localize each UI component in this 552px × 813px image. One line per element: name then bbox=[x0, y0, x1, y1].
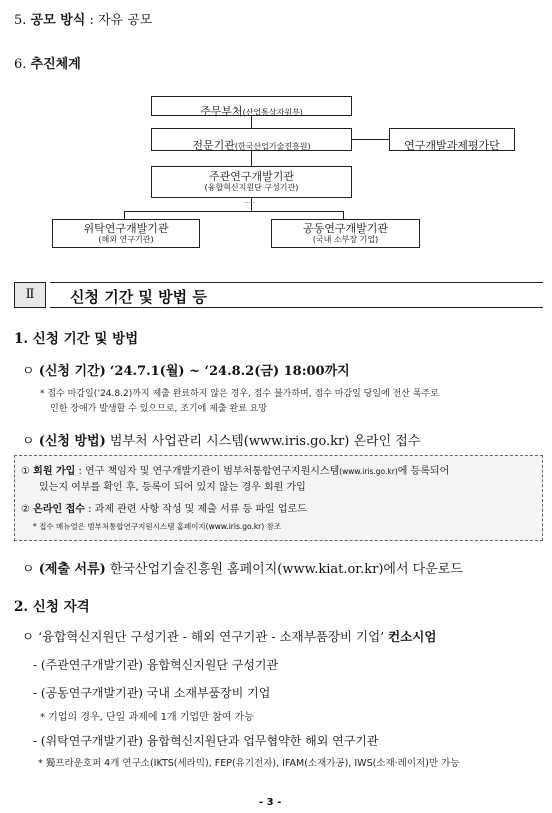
org-box-eval bbox=[389, 128, 515, 151]
ministry-sublabel: (산업통상자원부) bbox=[242, 108, 303, 117]
org-box-lead bbox=[151, 166, 352, 198]
step-1-text-b: 에 등록되어 bbox=[397, 466, 450, 477]
step-note: * 접수 매뉴얼은 범부처통합연구지원시스템 홈페이지(www.iris.go.kr) 참조 bbox=[33, 522, 282, 531]
eligibility-joint: - (공동연구개발기관) 국내 소재부품장비 기업 bbox=[33, 686, 271, 700]
consign-sublabel: (해외 연구기관) bbox=[98, 235, 154, 244]
section-5-title: 공모 방식 bbox=[30, 13, 86, 28]
step-2-number: ② bbox=[21, 504, 30, 515]
section-5 bbox=[14, 9, 152, 28]
method-line bbox=[22, 430, 420, 449]
section-5-separator: : bbox=[89, 13, 94, 28]
part-title-bar bbox=[50, 282, 543, 308]
ministry-label: 주무부처 bbox=[200, 105, 243, 118]
period-label: (신청 기간) bbox=[38, 364, 106, 379]
period-line bbox=[22, 360, 350, 379]
step-1-number: ① bbox=[21, 466, 30, 477]
lead-sublabel: (융합혁신지원단 구성기관) bbox=[204, 183, 299, 192]
eligibility-main bbox=[22, 627, 436, 645]
docs-label: (제출 서류) bbox=[38, 562, 106, 577]
method-label: (신청 방법) bbox=[38, 434, 106, 449]
eval-label: 연구개발과제평가단 bbox=[404, 139, 500, 152]
org-box-consign bbox=[52, 219, 200, 248]
docs-value: 한국산업기술진흥원 홈페이지(www.kiat.or.kr)에서 다운로드 bbox=[109, 562, 463, 577]
period-note-1: * 접수 마감일(’24.8.2)까지 제출 완료하지 않은 경우, 접수 불가하며, 접수 마감일 당일에 전산 폭주로 bbox=[40, 389, 439, 399]
section-1-heading: 1. 신청 기간 및 방법 bbox=[14, 331, 139, 347]
eligibility-joint-note: * 기업의 경우, 단일 과제에 1개 기업만 참여 가능 bbox=[40, 712, 254, 723]
org-box-agency bbox=[151, 128, 352, 151]
section-6 bbox=[14, 53, 81, 72]
step-1-line bbox=[21, 462, 449, 477]
eligibility-consign-note: * 獨프라운호퍼 4개 연구소(IKTS(세라믹), FEP(유기전자), IFAM(소재가공), IWS(소재·레이저)만 가능 bbox=[38, 758, 460, 769]
section-6-title: 추진체계 bbox=[30, 57, 81, 72]
step-1-line-2: 있는지 여부를 확인 후, 등록이 되어 있지 않는 경우 회원 가입 bbox=[39, 482, 306, 493]
section-5-number: 5. bbox=[14, 13, 27, 28]
part-title: 신청 기간 및 방법 등 bbox=[70, 288, 207, 306]
connector-agency-eval bbox=[350, 139, 389, 140]
step-1-label: 회원 가입 bbox=[33, 466, 76, 477]
section-5-value: 자유 공모 bbox=[97, 13, 153, 28]
org-box-joint bbox=[271, 219, 420, 248]
eligibility-bold: 컨소시엄 bbox=[388, 629, 437, 644]
agency-sublabel: (한국산업기술진흥원) bbox=[234, 142, 311, 151]
period-note-2: 인한 장애가 발생할 수 있으므로, 조기에 제출 완료 요망 bbox=[50, 404, 268, 414]
step-2-text: : 과제 관련 사항 작성 및 제출 서류 등 파일 업로드 bbox=[88, 504, 307, 515]
part-roman: Ⅱ bbox=[25, 287, 35, 302]
method-value: 범부처 사업관리 시스템(www.iris.go.kr) 온라인 접수 bbox=[109, 434, 421, 449]
docs-line bbox=[22, 558, 463, 577]
period-value: ‘24.7.1(월) ~ ‘24.8.2(금) 18:00까지 bbox=[109, 364, 350, 379]
step-2-label: 온라인 접수 bbox=[33, 504, 85, 515]
section-6-number: 6. bbox=[14, 57, 27, 72]
connector-horizontal bbox=[124, 211, 344, 212]
eligibility-lead: - (주관연구개발기관) 융합혁신지원단 구성기관 bbox=[33, 658, 279, 672]
step-1-text: : 연구 책임자 및 연구개발기관이 범부처통합연구지원시스템 bbox=[78, 466, 340, 477]
eligibility-text: ‘융합혁신지원단 구성기관 - 해외 연구기관 - 소재부품장비 기업’ bbox=[38, 629, 385, 644]
docs-bullet: ㅇ bbox=[22, 562, 35, 577]
eligibility-bullet: ㅇ bbox=[22, 629, 35, 644]
joint-sublabel: (국내 소부장 기업) bbox=[312, 235, 379, 244]
page-number: - 3 - bbox=[259, 797, 282, 808]
section-2-heading: 2. 신청 자격 bbox=[14, 599, 90, 615]
joint-label: 공동연구개발기관 bbox=[302, 222, 388, 235]
consign-label: 위탁연구개발기관 bbox=[83, 222, 169, 235]
method-bullet: ㅇ bbox=[22, 434, 35, 449]
org-box-ministry bbox=[151, 96, 352, 116]
agency-label: 전문기관 bbox=[192, 139, 235, 152]
period-bullet: ㅇ bbox=[22, 364, 35, 379]
part-roman-box bbox=[14, 282, 46, 308]
step-2-line bbox=[21, 500, 307, 515]
lead-dots: ····· bbox=[244, 199, 256, 207]
step-1-url: (www.iris.go.kr) bbox=[339, 467, 398, 476]
lead-label: 주관연구개발기관 bbox=[208, 170, 294, 183]
eligibility-consign: - (위탁연구개발기관) 융합혁신지원단과 업무협약한 해외 연구기관 bbox=[33, 734, 379, 748]
method-steps-box bbox=[14, 455, 543, 541]
